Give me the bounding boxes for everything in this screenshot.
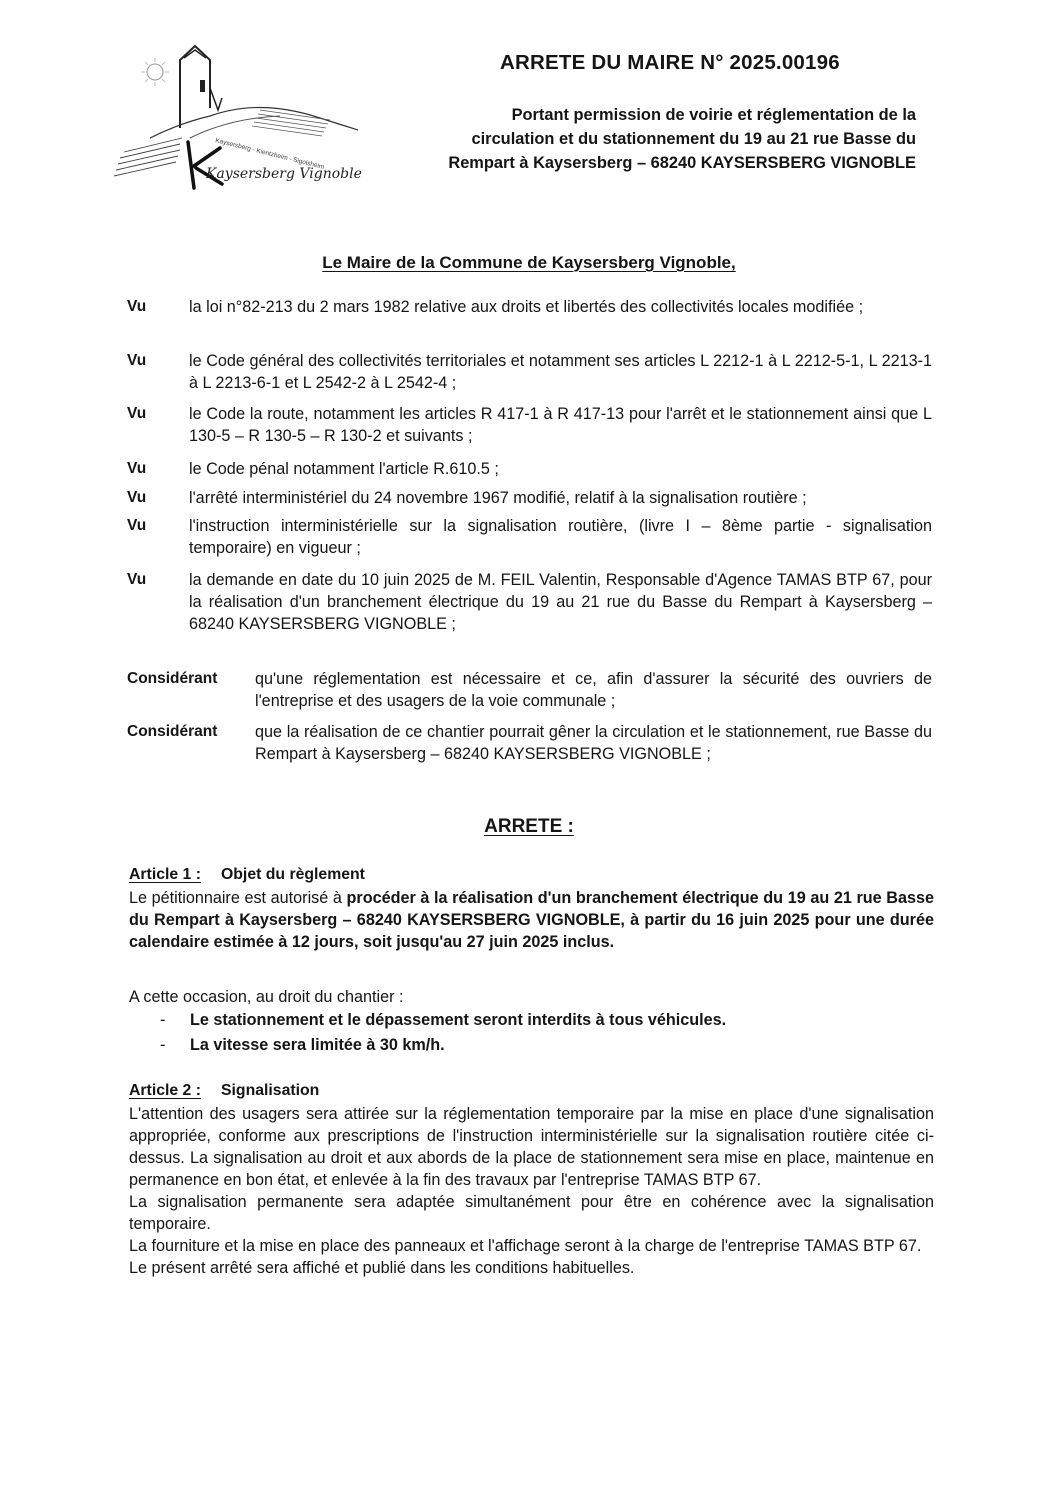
article-1-heading: Article 1 : Objet du règlement — [129, 866, 365, 883]
decree-subtitle: Portant permission de voirie et réglementation de la circulation et du stationnement du 19 au 21 rue Basse du Rempart à Kaysersberg – 68240 KAYSERSBERG VIGNOBLE — [448, 106, 916, 172]
decree-title: ARRETE DU MAIRE N° 2025.00196 — [500, 51, 840, 74]
svg-text:Kaysersberg Vignoble: Kaysersberg Vignoble — [206, 166, 362, 182]
article-2-body: L'attention des usagers sera attirée sur la réglementation temporaire par la mise en place d'une signalisation appropriée, conforme aux prescriptions de l'instruction interministérielle sur la signalisation routière citée ci-dessus. La signalisation au droit et aux abords de la place de stationnement sera mise en place, maintenue en permanence en bon état, et enlevée à la fin des travaux par l'entreprise TAMAS BTP 67. La signalisation permanente sera adaptée simultanément pour être en cohérence avec la signalisation temporaire. La fourniture et la mise en place des panneaux et l'affichage seront à la charge de l'entreprise TAMAS BTP 67. Le présent arrêté sera affiché et publié dans les conditions habituelles. — [129, 1105, 934, 1277]
arrete-heading: ARRETE : — [484, 816, 574, 837]
article-2-heading: Article 2 : Signalisation — [129, 1082, 320, 1099]
svg-text:Kaysersberg - Kientzheim - Sig: Kaysersberg - Kientzheim - Sigolsheim — [214, 137, 325, 172]
article-1-occasion: A cette occasion, au droit du chantier : — [129, 988, 404, 1006]
mayor-heading: Le Maire de la Commune de Kaysersberg Vignoble, — [322, 253, 736, 272]
list-item: - La vitesse sera limitée à 30 km/h. — [160, 1036, 445, 1054]
kaysersberg-vignoble-logo — [110, 38, 370, 198]
article-1-body: Le pétitionnaire est autorisé à procéder à la réalisation d'un branchement électrique du 19 au 21 rue Basse du Rempart à Kaysersberg – 68240 KAYSERSBERG VIGNOBLE, à partir du 16 juin 2025 pour une durée calendaire estimée à 12 jours, soit jusqu'au 27 juin 2025 inclus. — [129, 889, 934, 951]
list-item: - Le stationnement et le dépassement seront interdits à tous véhicules. — [160, 1011, 727, 1029]
document-page: Kaysersberg - Kientzheim - Sigolsheim Kaysersberg Vignoble ARRETE DU MAIRE N° 2025.00196 Portant permission de voirie et réglementation de la circulation et du stationnement du 19 au 21 rue Basse du Rempart à Kaysersberg – 68240 KAYSERSBERG VIGNOBLE Le Maire de la Commune de Kaysersberg Vignoble, Vu la loi n°82-213 du 2 mars 1982 relative aux droits et libertés des collectivités locales modifiée ; Vu le Code général des collectivités territoriales et notamment ses articles L 2212-1 à L 2212-5-1, L 2213-1 à L 2213-6-1 et L 2542-2 à L 2542-4 ; Vu le Code la route, notamment les articles R 417-1 à R 417-13 pour l'arrêt et le stationnement ainsi que L 130-5 – R 130-5 – R 130-2 et suivants ; Vu le Code pénal notamment l'article R.610.5 ; Vu l'arrêté interministériel du 24 novembre 1967 modifié, relatif à la signalisation routière ; Vu l'instruction interministérielle sur la signalisation routière, (livre I – 8ème partie - signalisation temporaire) en vigueur ; Vu la demande en date du 10 juin 2025 de M. FEIL Valentin, Responsable d'Agence TAMAS BTP 67, pour la réalisation d'un branchement électrique du 19 au 21 rue du Basse du Rempart à Kaysersberg – 68240 KAYSERSBERG VIGNOBLE ; Considérant qu'une réglementation est nécessaire et ce, afin d'assurer la sécurité des ouvriers de l'entreprise et des usagers de la voie communale ; Considérant que la réalisation de ce chantier pourrait gêner la circulation et le stationnement, rue Basse du Rempart à Kaysersberg – 68240 KAYSERSBERG VIGNOBLE ; ARRETE : Article 1 : Objet du règlement Le pétitionnaire est autorisé à procéder à la réalisation d'un branchement électrique du 19 au 21 rue Basse du Rempart à Kaysersberg – 68240 KAYSERSBERG VIGNOBLE, à partir du 16 juin 2025 pour une durée calendaire estimée à 12 jours, soit jusqu'au 27 juin 2025 inclus. A cette occasion, au droit du chantier : - Le stationnement et le dépassement seront interdits à tous véhicules. - La vitesse sera limitée à 30 km/h. Article 2 : Signalisation L'attention des usagers sera attirée sur la réglementation temporaire par la mise en place d'une signalisation appropriée, conforme aux prescriptions de l'instruction interministérielle sur la signalisation routière citée ci-dessus. La signalisation au droit et aux abords de la place de stationnement sera mise en place, maintenue en permanence en bon état, et enlevée à la fin des travaux par l'entreprise TAMAS BTP 67. La signalisation permanente sera adaptée simultanément pour être en cohérence avec la signalisation temporaire. La fourniture et la mise en place des panneaux et l'affichage seront à la charge de l'entreprise TAMAS BTP 67. Le présent arrêté sera affiché et publié dans les conditions habituelles. — [0, 0, 1058, 1496]
